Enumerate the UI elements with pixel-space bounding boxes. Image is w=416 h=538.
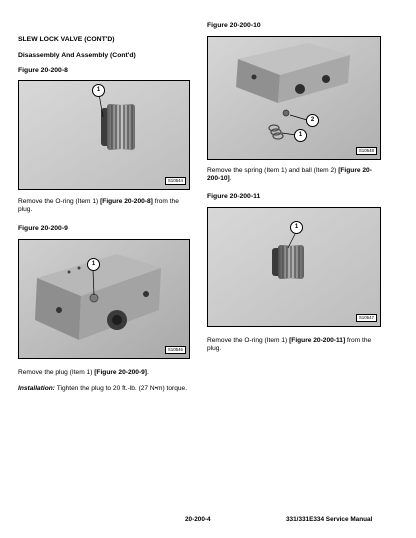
figure-ref: [Figure 20-200-10] xyxy=(207,167,372,183)
figure-20-200-8-image xyxy=(18,80,190,190)
installation-note: Installation: Tighten the plug to 20 ft.-lb. (27 N•m) torque. xyxy=(18,385,188,392)
callout-item-1: 1 xyxy=(290,221,303,234)
subsection-title: Disassembly And Assembly (Cont'd) xyxy=(18,52,136,59)
installation-label: Installation: xyxy=(18,385,55,392)
figure-ref: [Figure 20-200-9] xyxy=(94,369,148,376)
image-id-label: S10544 xyxy=(165,177,186,185)
callout-item-2: 2 xyxy=(306,114,319,127)
figure-ref: [Figure 20-200-11] xyxy=(289,337,346,344)
figure-20-200-11-image xyxy=(207,207,381,327)
callout-item-1: 1 xyxy=(294,129,307,142)
figure-label-8: Figure 20-200-8 xyxy=(18,67,68,74)
manual-title: 331/331E334 Service Manual xyxy=(286,516,373,523)
section-title: SLEW LOCK VALVE (CONT'D) xyxy=(18,36,115,43)
figure-ref: [Figure 20-200-8] xyxy=(100,198,153,205)
instruction-remove-oring-2: Remove the O-ring (Item 1) [Figure 20-200-11] from the plug. xyxy=(207,337,372,353)
figure-20-200-10-image xyxy=(207,36,381,160)
instruction-remove-oring: Remove the O-ring (Item 1) [Figure 20-200-8] from the plug. xyxy=(18,198,179,214)
figure-20-200-9-image xyxy=(18,239,190,359)
page-number: 20-200-4 xyxy=(185,516,211,523)
plug-photo xyxy=(19,81,189,189)
valve-block-photo xyxy=(19,240,189,358)
callout-item-1: 1 xyxy=(92,84,105,97)
figure-label-9: Figure 20-200-9 xyxy=(18,225,68,232)
callout-item-1: 1 xyxy=(87,258,100,271)
instruction-remove-plug: Remove the plug (Item 1) [Figure 20-200-9]. xyxy=(18,369,149,376)
image-id-label: S10548 xyxy=(356,147,377,155)
spring-ball-photo xyxy=(208,37,380,159)
figure-label-10: Figure 20-200-10 xyxy=(207,22,261,29)
instruction-remove-spring: Remove the spring (Item 1) and ball (Item 2) [Figure 20-200-10]. xyxy=(207,167,372,183)
figure-label-11: Figure 20-200-11 xyxy=(207,193,261,200)
image-id-label: S10546 xyxy=(165,346,186,354)
image-id-label: S10547 xyxy=(356,314,377,322)
